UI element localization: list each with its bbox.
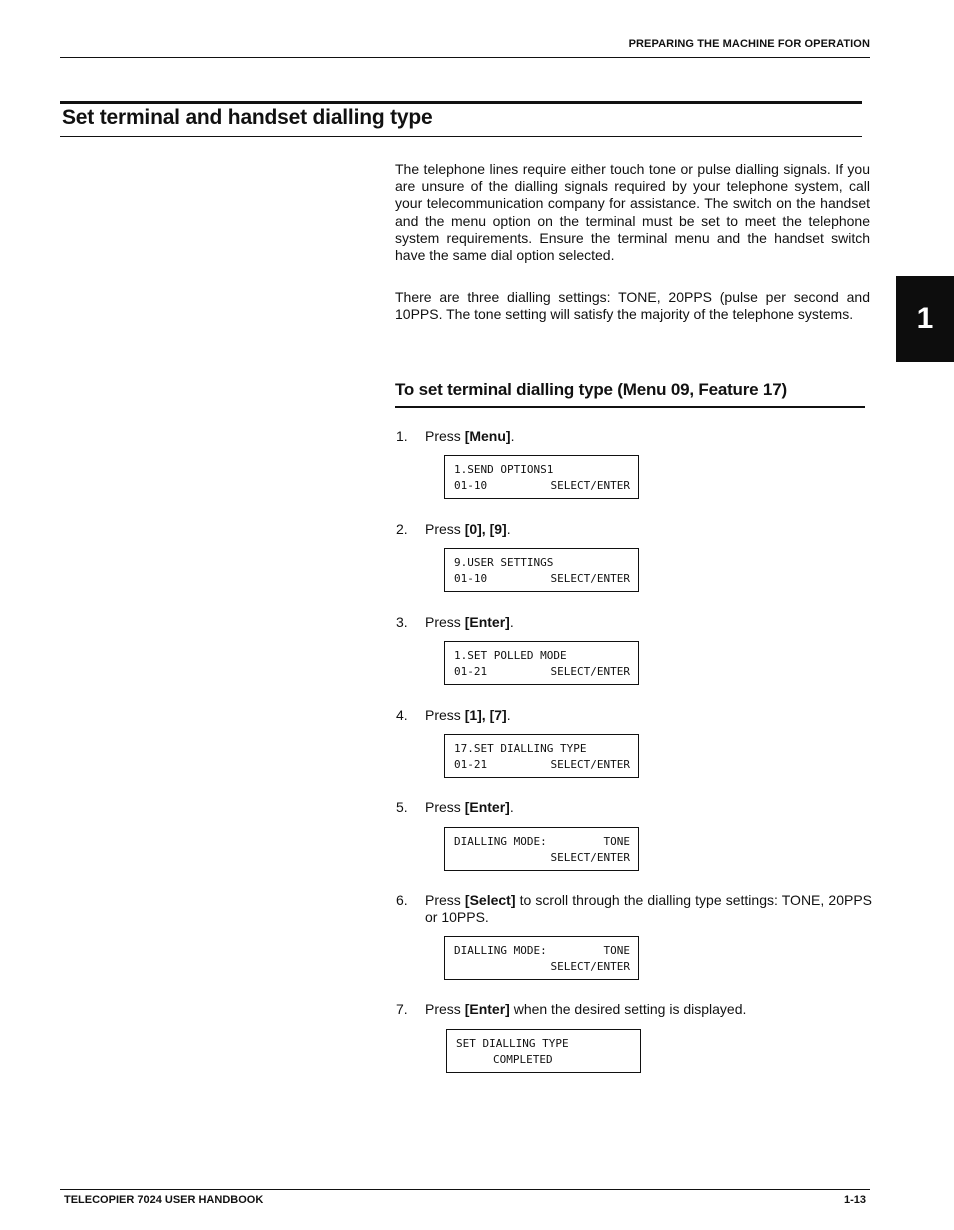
title-rule-top [60,101,862,104]
step-number: 7. [396,1001,408,1017]
step-number: 2. [396,521,408,537]
step-text: Press [Enter]. [425,799,514,815]
step-number: 3. [396,614,408,630]
lcd-display-step-4 [444,734,639,778]
step-3 [396,614,872,632]
chapter-tab: 1 [896,276,954,362]
step-4 [396,707,872,725]
step-text: Press [Enter] when the desired setting is displayed. [425,1001,747,1017]
running-header: PREPARING THE MACHINE FOR OPERATION [628,38,870,50]
step-number: 4. [396,707,408,723]
step-number: 5. [396,799,408,815]
footer-book-title: TELECOPIER 7024 USER HANDBOOK [64,1194,264,1206]
lcd-line-1: 1.SET POLLED MODE [454,649,567,662]
lcd-display-step-1 [444,455,639,499]
step-text: Press [Menu]. [425,428,515,444]
key-label: [Enter] [464,614,510,630]
intro-paragraph-1: The telephone lines require either touch tone or pulse dialling signals. If you are unsure of the dialling signals required by your telephone system, call your telecommunication company for assistance. The switch on the handset and the menu option on the terminal must be set to meet the telephone system requirements. Ensure the terminal menu and the handset switch have the same dial option selected. [395,161,870,264]
lcd-line-1: DIALLING MODE: TONE [454,835,630,848]
lcd-display-step-3 [444,641,639,685]
lcd-line-2: 01-10 SELECT/ENTER [454,479,630,492]
step-5 [396,799,872,817]
key-label: [Menu] [464,428,511,444]
key-label: [Enter] [464,1001,510,1017]
lcd-display-step-7 [446,1029,641,1073]
lcd-line-2: 01-21 SELECT/ENTER [454,665,630,678]
page-title: Set terminal and handset dialling type [62,106,433,129]
key-label: [1], [7] [464,707,507,723]
footer-rule [60,1189,870,1190]
step-text: Press [Enter]. [425,614,514,630]
section-title: To set terminal dialling type (Menu 09, Feature 17) [395,380,787,399]
key-label: [Enter] [464,799,510,815]
title-rule-bottom [60,136,862,137]
footer-page-number: 1-13 [843,1194,866,1206]
header-rule [60,57,870,58]
lcd-display-step-5: DIALLING MODE: TONE SELECT/ENTER [444,827,639,871]
step-number: 1. [396,428,408,444]
step-text: Press [Select] to scroll through the dialling type settings: TONE, 20PPS or 10PPS. [425,892,872,925]
step-2 [396,521,872,539]
lcd-display-step-2 [444,548,639,592]
step-text: Press [1], [7]. [425,707,511,723]
step-1 [396,428,872,446]
lcd-line-1: 1.SEND OPTIONS1 [454,463,554,476]
step-6 [396,892,872,928]
key-label: [Select] [464,892,516,908]
lcd-line-2: 01-21 SELECT/ENTER [454,758,630,771]
lcd-line-2: COMPLETED [493,1053,553,1066]
lcd-line-1: DIALLING MODE: TONE [454,944,630,957]
lcd-line-1: SET DIALLING TYPE [456,1037,569,1050]
section-title-rule [395,406,865,408]
lcd-line-1: 9.USER SETTINGS [454,556,554,569]
key-label: [0], [9] [464,521,507,537]
step-7 [396,1001,872,1019]
lcd-line-2: 01-10 SELECT/ENTER [454,572,630,585]
lcd-line-1: 17.SET DIALLING TYPE [454,742,587,755]
step-text: Press [0], [9]. [425,521,511,537]
step-number: 6. [396,892,408,908]
intro-paragraph-2: There are three dialling settings: TONE, 20PPS (pulse per second and 10PPS. The tone setting will satisfy the majority of the telephone systems. [395,289,870,323]
lcd-display-step-6: DIALLING MODE: TONE SELECT/ENTER [444,936,639,980]
